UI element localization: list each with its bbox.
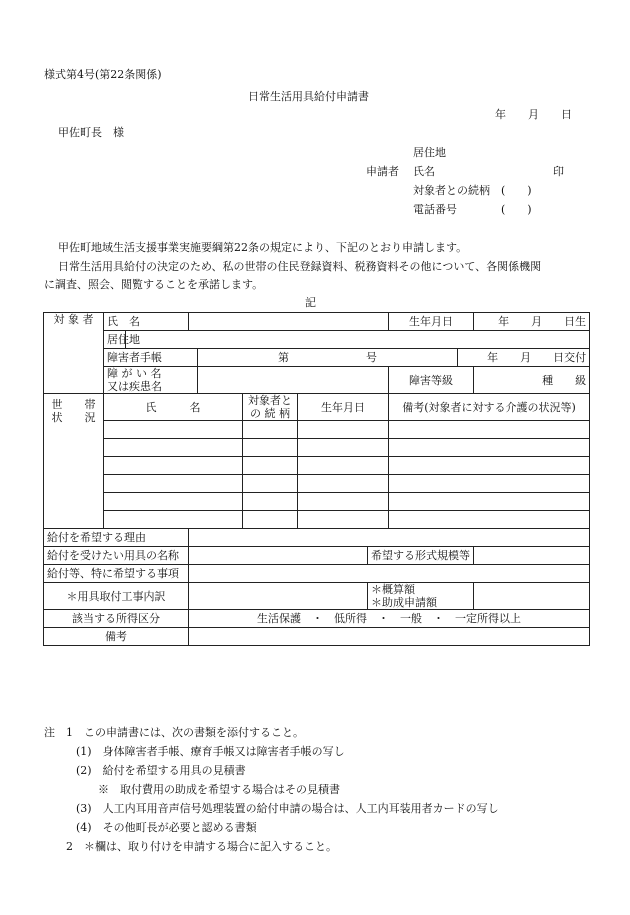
cost-labels	[368, 583, 474, 610]
household-name-cell[interactable]	[104, 457, 243, 475]
household-note-cell[interactable]	[389, 421, 590, 439]
household-row	[44, 439, 590, 457]
household-note-cell[interactable]	[389, 475, 590, 493]
household-row	[44, 493, 590, 511]
household-name-cell[interactable]	[104, 475, 243, 493]
household-note-cell[interactable]	[389, 439, 590, 457]
household-row	[44, 421, 590, 439]
household-relation-cell[interactable]	[243, 439, 298, 457]
household-name-cell[interactable]	[104, 439, 243, 457]
household-row	[44, 475, 590, 493]
household-status-label	[44, 394, 104, 529]
addressee: 甲佐町長 様	[58, 126, 124, 139]
application-date: 年 月 日	[495, 108, 572, 121]
equipment-name-label: 給付を受けたい用具の名称	[44, 547, 189, 565]
disability-label-line-1: 障 が い 名	[107, 367, 162, 380]
disability-grade-label: 障害等級	[389, 367, 474, 394]
applicant-name-label: 氏名	[413, 165, 435, 178]
special-request-field[interactable]	[189, 565, 590, 583]
relation-header-line-1: 対象者と	[248, 394, 292, 407]
seal-mark: 印	[553, 165, 564, 178]
household-relation-cell[interactable]	[243, 475, 298, 493]
installation-breakdown-label: ＊用具取付工事内訳	[44, 583, 189, 610]
handbook-number-field[interactable]: 第 号	[198, 349, 458, 367]
disability-grade-field[interactable]: 種 級	[474, 367, 590, 394]
household-name-cell[interactable]	[104, 421, 243, 439]
subsidy-label: ＊助成申請額	[371, 596, 437, 609]
household-name-header: 氏 名	[104, 394, 243, 421]
income-category-label: 該当する所得区分	[44, 610, 189, 628]
subject-birth-field[interactable]: 年 月 日生	[474, 313, 590, 331]
equipment-name-field[interactable]	[189, 547, 368, 565]
consent-paragraph-line-2: に調査、照会、閲覧することを承諾します。	[44, 278, 264, 291]
income-category-options[interactable]: 生活保護 ・ 低所得 ・ 一般 ・ 一定所得以上	[189, 610, 590, 628]
reason-field[interactable]	[189, 529, 590, 547]
subject-name-field[interactable]	[189, 313, 389, 331]
applicant-relation-label: 対象者との続柄 ( )	[413, 184, 532, 197]
household-row	[44, 511, 590, 529]
household-birth-cell[interactable]	[298, 511, 389, 529]
household-name-cell[interactable]	[104, 493, 243, 511]
estimate-label: ＊概算額	[371, 583, 415, 596]
note-1-item-3: (3) 人工内耳用音声信号処理装置の給付申請の場合は、人工内耳装用者カードの写し	[76, 802, 499, 815]
subject-name-label: 氏 名	[104, 313, 189, 331]
ki-heading: 記	[305, 296, 316, 309]
household-relation-cell[interactable]	[243, 457, 298, 475]
applicant-phone-label: 電話番号 ( )	[413, 203, 532, 216]
household-birth-cell[interactable]	[298, 421, 389, 439]
page-title: 日常生活用具給付申請書	[248, 90, 369, 103]
remarks-label: 備考	[44, 628, 189, 646]
consent-paragraph-line-1: 日常生活用具給付の決定のため、私の世帯の住民登録資料、税務資料その他について、各関係機関	[58, 260, 542, 273]
household-name-cell[interactable]	[104, 511, 243, 529]
spec-label: 希望する形式規模等	[368, 547, 474, 565]
household-relation-cell[interactable]	[243, 493, 298, 511]
subject-birth-label: 生年月日	[389, 313, 474, 331]
household-note-header: 備考(対象者に対する介護の状況等)	[389, 394, 590, 421]
relation-header-line-2: の 続 柄	[250, 407, 290, 420]
household-birth-header: 生年月日	[298, 394, 389, 421]
note-2: 2 ＊欄は、取り付けを申請する場合に記入すること。	[66, 840, 337, 853]
household-birth-cell[interactable]	[298, 475, 389, 493]
disability-label-line-2: 又は疾患名	[107, 380, 162, 393]
note-1-item-2-sub: ※ 取付費用の助成を希望する場合はその見積書	[98, 783, 340, 796]
household-relation-cell[interactable]	[243, 421, 298, 439]
note-1-item-2: (2) 給付を希望する用具の見積書	[76, 764, 246, 777]
declaration-paragraph-1: 甲佐町地域生活支援事業実施要綱第22条の規定により、下記のとおり申請します。	[58, 241, 468, 254]
household-row	[44, 457, 590, 475]
handbook-label: 障害者手帳	[104, 349, 198, 367]
household-note-cell[interactable]	[389, 511, 590, 529]
subject-label: 対 象 者	[44, 313, 104, 394]
note-1-item-1: (1) 身体障害者手帳、療育手帳又は障害者手帳の写し	[76, 745, 345, 758]
special-request-label: 給付等、特に希望する事項	[44, 565, 189, 583]
installation-breakdown-field[interactable]	[189, 583, 368, 610]
disability-name-label	[104, 367, 198, 394]
household-note-cell[interactable]	[389, 493, 590, 511]
household-label-line-2: 状 況	[51, 411, 96, 424]
spec-field[interactable]	[474, 547, 590, 565]
application-form-table	[43, 312, 590, 646]
remarks-field[interactable]	[189, 628, 590, 646]
household-label-line-1: 世 帯	[51, 398, 96, 411]
subject-address-label: 居住地	[104, 331, 126, 349]
cost-field[interactable]	[474, 583, 590, 610]
household-birth-cell[interactable]	[298, 457, 389, 475]
applicant-label: 申請者	[366, 165, 399, 178]
household-relation-cell[interactable]	[243, 511, 298, 529]
note-1-item-4: (4) その他町長が必要と認める書類	[76, 821, 257, 834]
handbook-issue-date-field[interactable]: 年 月 日交付	[458, 349, 590, 367]
reason-label: 給付を希望する理由	[44, 529, 189, 547]
subject-address-field[interactable]	[126, 331, 590, 349]
note-1: 注 1 この申請書には、次の書類を添付すること。	[44, 726, 304, 739]
household-relation-header	[243, 394, 298, 421]
household-birth-cell[interactable]	[298, 439, 389, 457]
disability-name-field[interactable]	[198, 367, 389, 394]
household-birth-cell[interactable]	[298, 493, 389, 511]
household-note-cell[interactable]	[389, 457, 590, 475]
form-number: 様式第4号(第22条関係)	[44, 68, 162, 81]
applicant-address-label: 居住地	[413, 146, 446, 159]
